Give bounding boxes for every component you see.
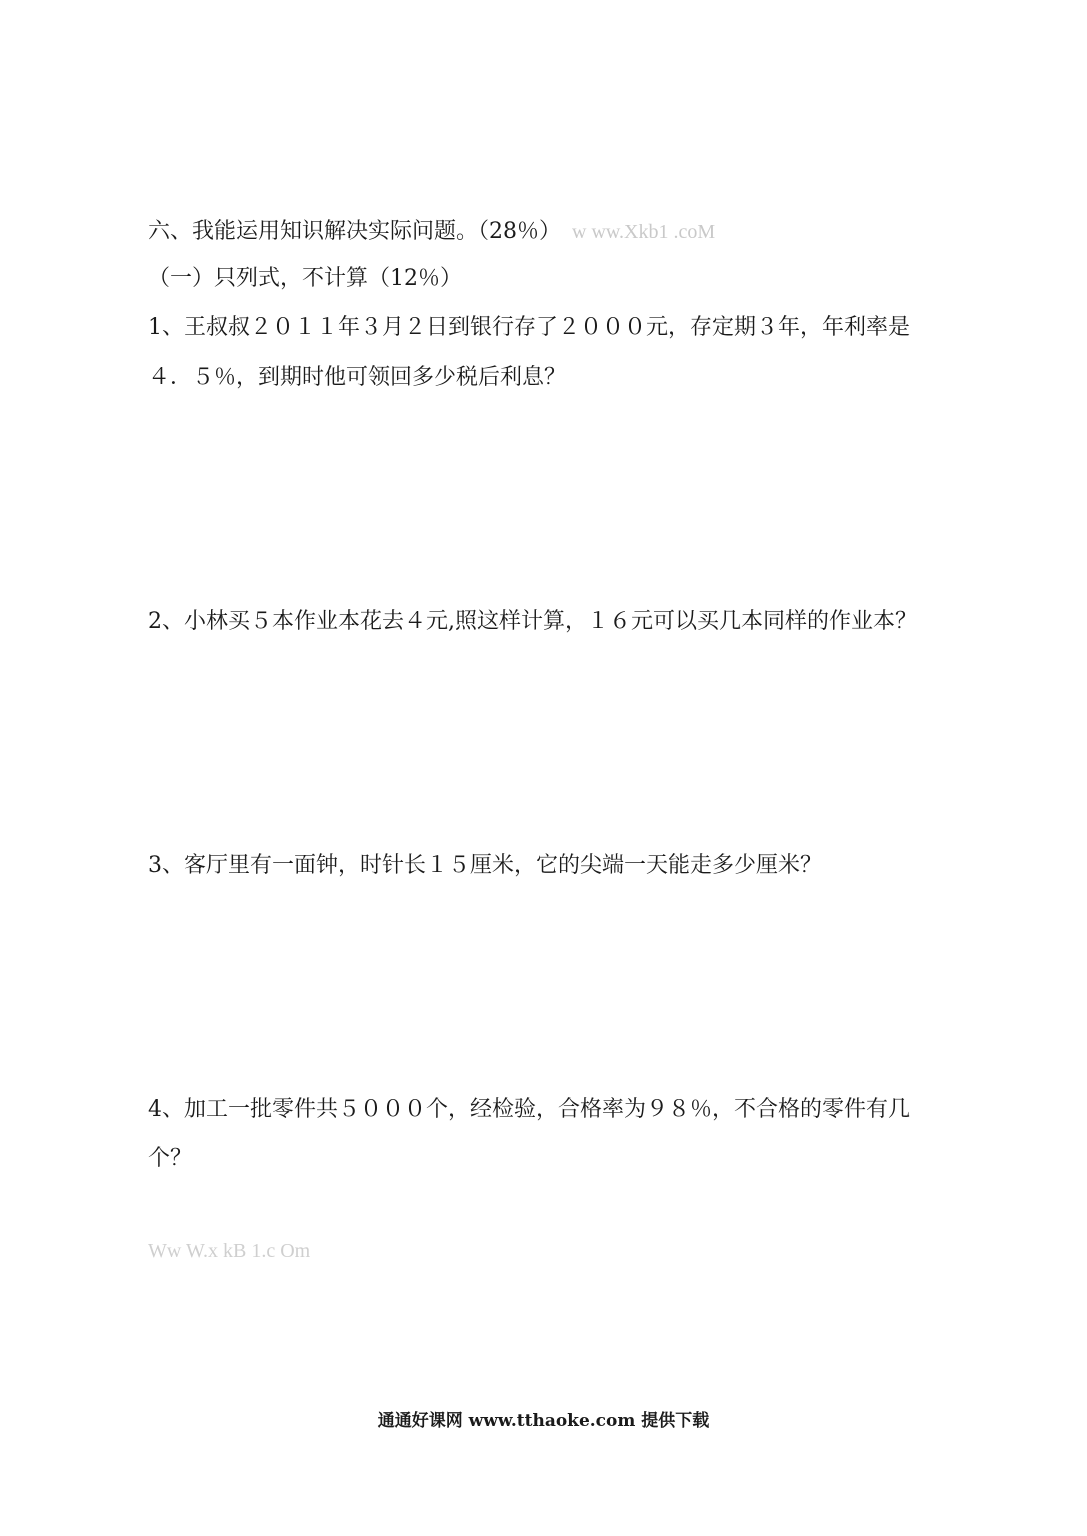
section-heading-line xyxy=(148,217,715,247)
question-4-line-1: 4、加工一批零件共５０００个，经检验，合格率为９８％，不合格的零件有几 xyxy=(148,1097,910,1122)
section-heading: 六、我能运用知识解决实际问题。（28％） xyxy=(148,219,561,244)
question-4-line-2: 个？ xyxy=(148,1146,193,1171)
subheading: （一）只列式，不计算（12％） xyxy=(148,266,462,291)
heading-watermark: w ww.Xkb1 .coM xyxy=(572,221,716,243)
page-footer: 通通好课网 www.tthaoke.com 提供下载 xyxy=(377,1411,710,1431)
question-2-line-1: 2、小林买５本作业本花去４元,照这样计算，１６元可以买几本同样的作业本？ xyxy=(148,609,917,634)
bottom-watermark: Ww W.x kB 1.c Om xyxy=(148,1240,311,1262)
question-1-line-2: ４．５％，到期时他可领回多少税后利息？ xyxy=(148,365,567,390)
question-3-line-1: 3、客厅里有一面钟，时针长１５厘米，它的尖端一天能走多少厘米？ xyxy=(148,853,822,878)
question-1-line-1: 1、王叔叔２０１１年３月２日到银行存了２０００元，存定期３年，年利率是 xyxy=(148,315,910,340)
